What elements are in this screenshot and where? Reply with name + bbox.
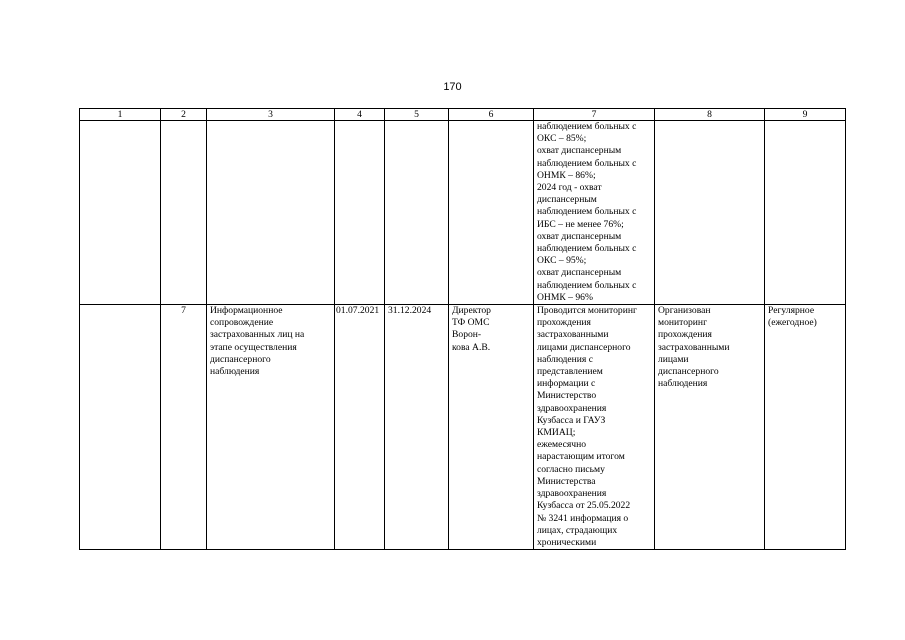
text-line: Проводится мониторинг <box>537 305 637 317</box>
text-line: мониторинг <box>658 317 707 329</box>
text-line: представлением <box>537 366 603 378</box>
text-line: наблюдением больных с <box>537 121 637 132</box>
text-line: ОКС – 85%; <box>537 133 587 145</box>
column-header: 6 <box>449 109 534 121</box>
text-line: ТФ ОМС <box>452 317 490 329</box>
table-cell <box>207 121 335 305</box>
column-header: 9 <box>765 109 846 121</box>
text-line: Ворон- <box>452 329 482 341</box>
column-header: 7 <box>534 109 655 121</box>
table-row-continued <box>80 121 846 305</box>
text-line: Регулярное <box>768 305 815 317</box>
frequency-cell <box>765 305 846 550</box>
column-header: 3 <box>207 109 335 121</box>
measure-name-cell <box>207 305 335 550</box>
description-cell <box>534 305 655 550</box>
text-line: Министерство <box>537 390 597 402</box>
text-line: диспансерным <box>537 194 597 206</box>
text-line: Кузбасса от 25.05.2022 <box>537 500 631 512</box>
text-line: охват диспансерным <box>537 145 622 157</box>
text-line: Организован <box>658 305 711 317</box>
table-cell <box>765 121 846 305</box>
result-cell <box>655 305 765 550</box>
table-cell <box>161 121 207 305</box>
text-line: Информационное <box>210 305 283 317</box>
text-line: охват диспансерным <box>537 230 622 242</box>
text-line: застрахованными <box>537 329 609 341</box>
text-line: 2024 год - охват <box>537 182 602 194</box>
indicators-cell <box>534 121 655 305</box>
text-line: наблюдения <box>210 366 260 378</box>
text-line: (ежегодное) <box>768 317 817 329</box>
text-line: лицами <box>658 353 689 365</box>
table-cell <box>385 121 449 305</box>
text-line: застрахованными <box>658 341 730 353</box>
text-line: согласно письму <box>537 463 605 475</box>
responsible-cell <box>449 305 534 550</box>
text-line: здравоохранения <box>537 402 607 414</box>
start-date: 01.07.2021 <box>335 305 385 550</box>
table-row-7 <box>80 305 846 550</box>
text-line: ОНМК – 86%; <box>537 169 596 181</box>
page-number: 170 <box>443 81 462 93</box>
text-line: Директор <box>452 305 491 317</box>
text-line: прохождения <box>658 329 712 341</box>
table-cell <box>80 305 161 550</box>
text-line: ежемесячно <box>537 439 587 451</box>
table-cell <box>449 121 534 305</box>
table-cell <box>80 121 161 305</box>
text-line: КМИАЦ; <box>537 427 576 439</box>
column-header: 8 <box>655 109 765 121</box>
text-line: диспансерного <box>658 366 719 378</box>
end-date: 31.12.2024 <box>385 305 449 550</box>
text-line: наблюдения <box>658 378 708 390</box>
text-line: здравоохранения <box>537 488 607 500</box>
text-line: ОНМК – 96% <box>537 291 593 303</box>
column-header: 5 <box>385 109 449 121</box>
table-cell <box>655 121 765 305</box>
text-line: № 3241 информация о <box>537 512 629 524</box>
text-line: наблюдением больных с <box>537 279 637 291</box>
text-line: наблюдением больных с <box>537 243 637 255</box>
column-header: 4 <box>335 109 385 121</box>
text-line: этапе осуществления <box>210 341 297 353</box>
header-row <box>80 109 846 121</box>
table-cell <box>335 121 385 305</box>
text-line: диспансерного <box>210 353 271 365</box>
column-header: 2 <box>161 109 207 121</box>
column-header: 1 <box>80 109 161 121</box>
text-line: застрахованных лиц на <box>210 329 305 341</box>
text-line: прохождения <box>537 317 591 329</box>
text-line: Министерства <box>537 475 596 487</box>
text-line: наблюдением больных с <box>537 206 637 218</box>
text-line: Кузбасса и ГАУЗ <box>537 414 606 426</box>
text-line: информации с <box>537 378 596 390</box>
text-line: ОКС – 95%; <box>537 255 587 267</box>
text-line: наблюдением больных с <box>537 157 637 169</box>
text-line: лицами диспансерного <box>537 341 631 353</box>
row-number: 7 <box>161 305 207 550</box>
text-line: нарастающим итогом <box>537 451 625 463</box>
text-line: наблюдения с <box>537 353 593 365</box>
text-line: сопровождение <box>210 317 274 329</box>
text-line: кова А.В. <box>452 341 491 353</box>
text-line: охват диспансерным <box>537 267 622 279</box>
text-line: ИБС – не менее 76%; <box>537 218 624 230</box>
text-line: лицах, страдающих <box>537 524 618 536</box>
text-line: хроническими <box>537 536 597 548</box>
plan-table <box>79 108 846 550</box>
